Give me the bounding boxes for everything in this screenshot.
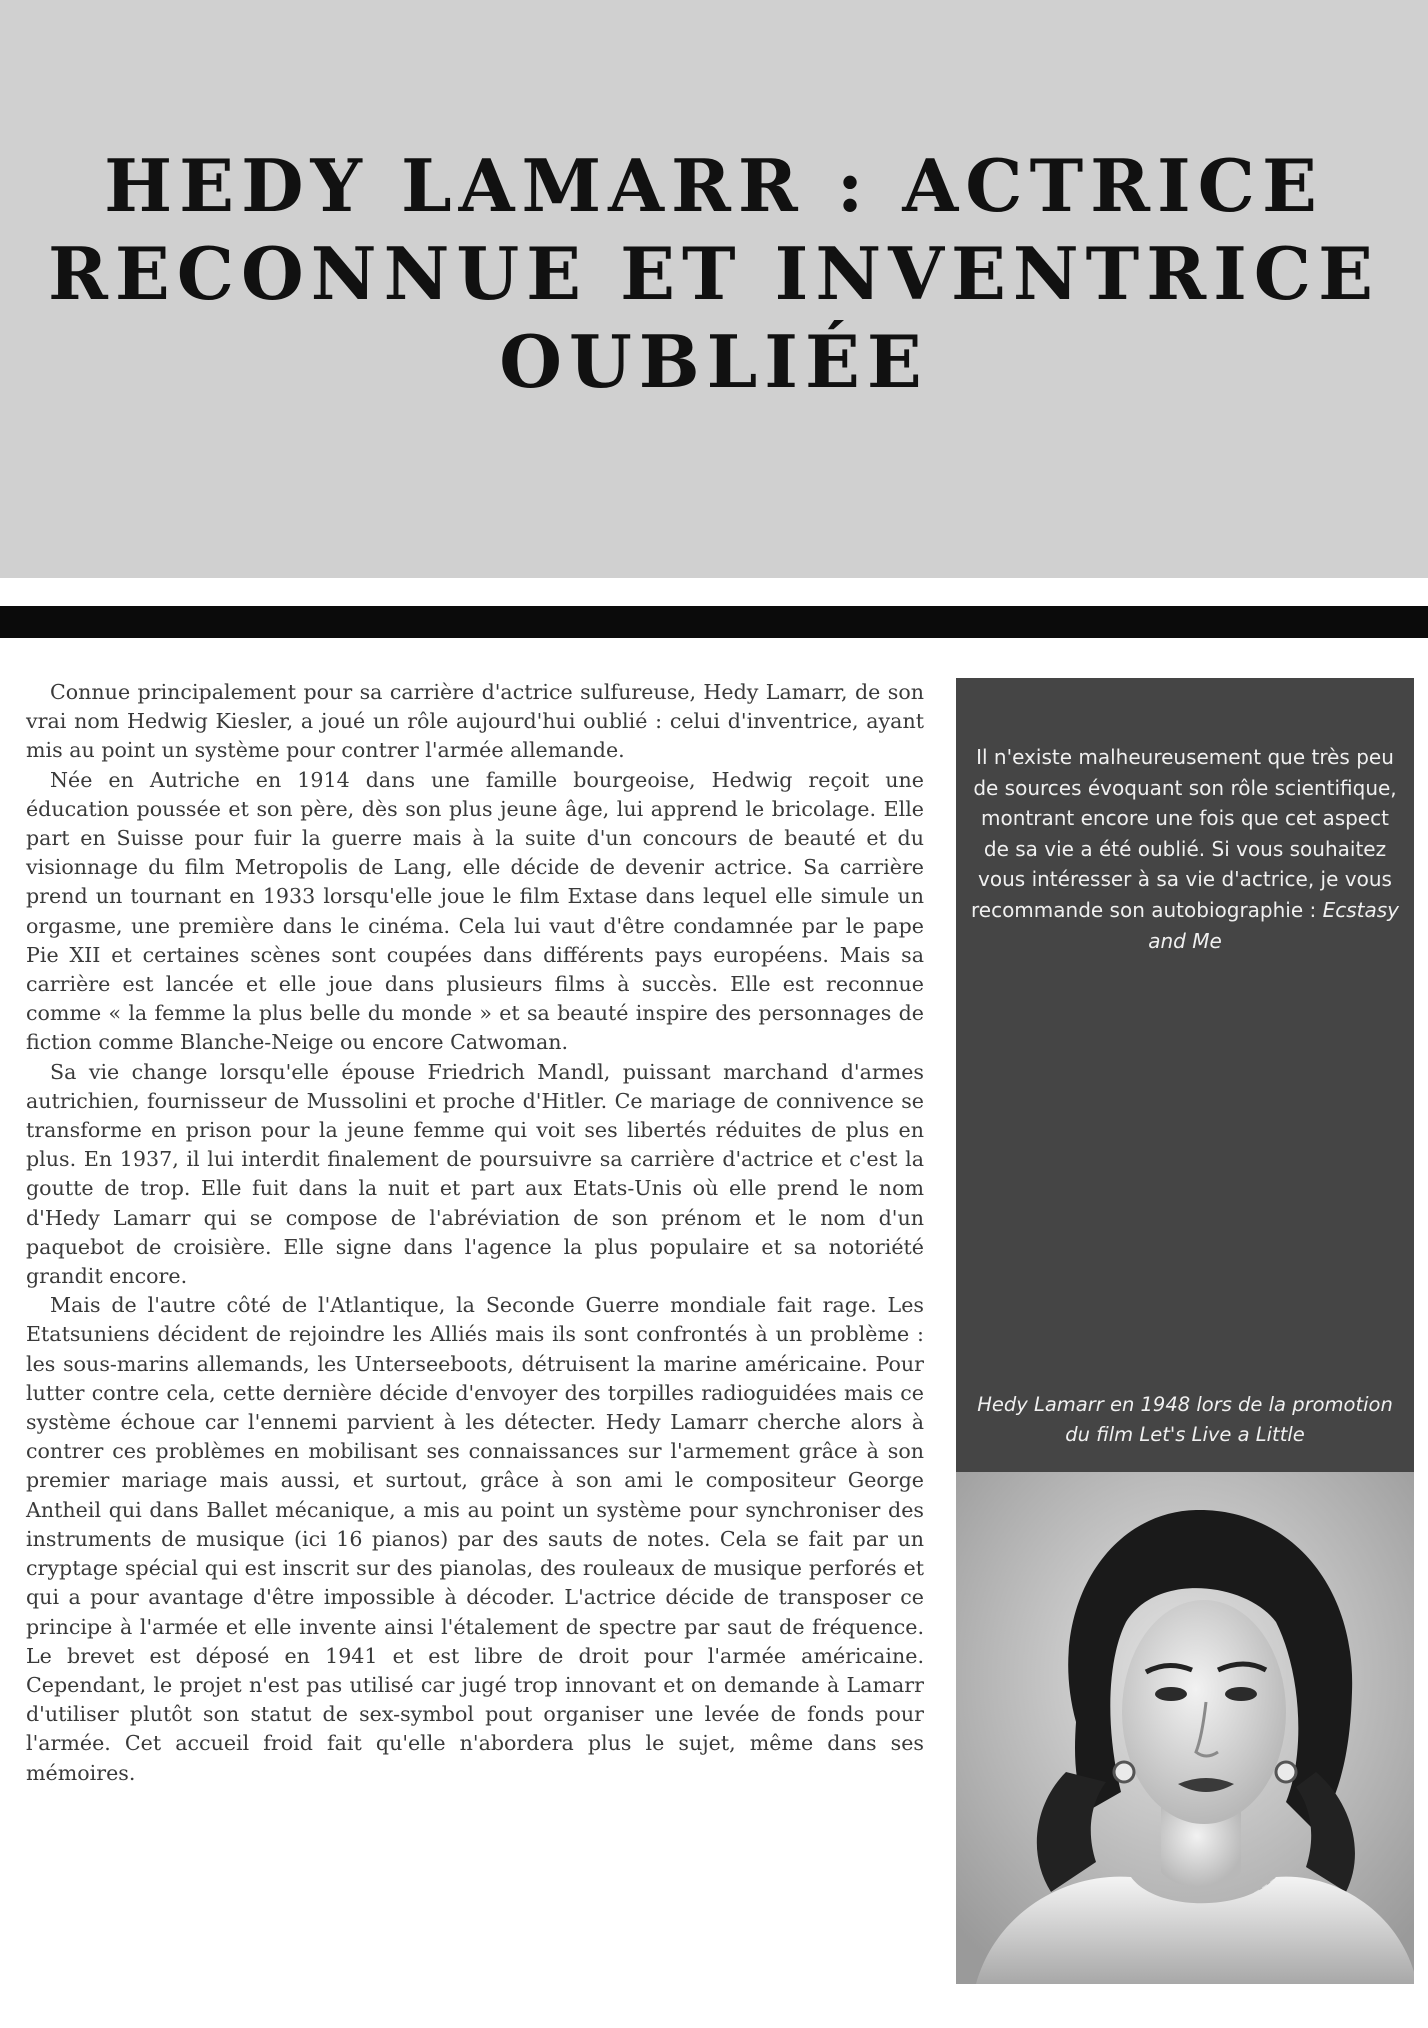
- divider-bar: [0, 606, 1428, 638]
- photo-caption: Hedy Lamarr en 1948 lors de la promotion du film Let's Live a Little: [977, 1393, 1393, 1446]
- portrait-photo: [956, 1472, 1414, 1984]
- book-title: Ecstasy and Me: [1148, 897, 1400, 953]
- sidebar-note: [966, 742, 1404, 956]
- paragraph-invention: Mais de l'autre côté de l'Atlantique, la Seconde Guerre mondiale fait rage. Les Etatsuniens décident de rejoindre les Alliés mais ils sont confrontés à un problème : les sous-marins allemands, les Unterseeboots, détruisent la marine américaine. Pour lutter contre cela, cette dernière décide d'envoyer des torpilles radioguidées mais ce système échoue car l'ennemi parvient à les détecter. Hedy Lamarr cherche alors à contrer ces problèmes en mobilisant ses connaissances sur l'armement grâce à son premier mariage mais aussi, et surtout, grâce à son ami le compositeur George Antheil qui dans Ballet mécanique, a mis au point un système pour synchroniser des instruments de musique (ici 16 pianos) par des sauts de notes. Cela se fait par un cryptage spécial qui est inscrit sur des pianolas, des rouleaux de musique perforés et qui a pour avantage d'être impossible à décoder. L'actrice décide de transposer ce principe à l'armée et elle invente ainsi l'étalement de spectre par saut de fréquence. Le brevet est déposé en 1941 et est libre de droit pour l'armée américaine. Cependant, le projet n'est pas utilisé car jugé trop innovant et on demande à Lamarr d'utiliser plutôt son statut de sex-symbol pout organiser une levée de fonds pour l'armée. Cet accueil froid fait qu'elle n'abordera plus le sujet, même dans ses mémoires.: [26, 1293, 924, 1785]
- sidebar-note-text: Il n'existe malheureusement que très peu de sources évoquant son rôle scientifique, montrant encore une fois que cet aspect de sa vie a été oublié. Si vous souhaitez vous intéresser à sa vie d'actrice, je vous recommande son autobiographie :: [970, 745, 1397, 922]
- article-body: [26, 678, 924, 1788]
- paragraph-marriage: Sa vie change lorsqu'elle épouse Friedrich Mandl, puissant marchand d'armes autrichien, fournisseur de Mussolini et proche d'Hitler. Ce mariage de connivence se transforme en prison pour la jeune femme qui voit ses libertés réduites de plus en plus. En 1937, il lui interdit finalement de poursuivre sa carrière d'actrice et c'est la goutte de trop. Elle fuit dans la nuit et part aux Etats-Unis où elle prend le nom d'Hedy Lamarr qui se compose de l'abréviation de son prénom et le nom d'un paquebot de croisière. Elle signe dans l'agence la plus populaire et sa notoriété grandit encore.: [26, 1059, 924, 1289]
- paragraph-early-life: Née en Autriche en 1914 dans une famille bourgeoise, Hedwig reçoit une éducation poussée et son père, dès son plus jeune âge, lui apprend le bricolage. Elle part en Suisse pour fuir la guerre mais à la suite d'un concours de beauté et du visionnage du film Metropolis de Lang, elle décide de devenir actrice. Sa carrière prend un tournant en 1933 lorsqu'elle joue le film Extase dans lequel elle simule un orgasme, une première dans le cinéma. Cela lui vaut d'être condamnée par le pape Pie XII et certaines scènes sont coupées dans différents pays européens. Mais sa carrière est lancée et elle joue dans plusieurs films à succès. Elle est reconnue comme « la femme la plus belle du monde » et sa beauté inspire des personnages de fiction comme Blanche-Neige ou encore Catwoman.: [26, 767, 924, 1055]
- paragraph-intro: Connue principalement pour sa carrière d'actrice sulfureuse, Hedy Lamarr, de son vrai nom Hedwig Kiesler, a joué un rôle aujourd'hui oublié : celui d'inventrice, ayant mis au point un système pour contrer l'armée allemande.: [26, 680, 924, 763]
- portrait-illustration: [956, 1472, 1414, 1984]
- page-title: HEDY LAMARR : ACTRICE RECONNUE ET INVENTRICE OUBLIÉE: [48, 143, 1380, 404]
- sidebar-box: [956, 678, 1414, 1472]
- title-banner: [0, 0, 1428, 578]
